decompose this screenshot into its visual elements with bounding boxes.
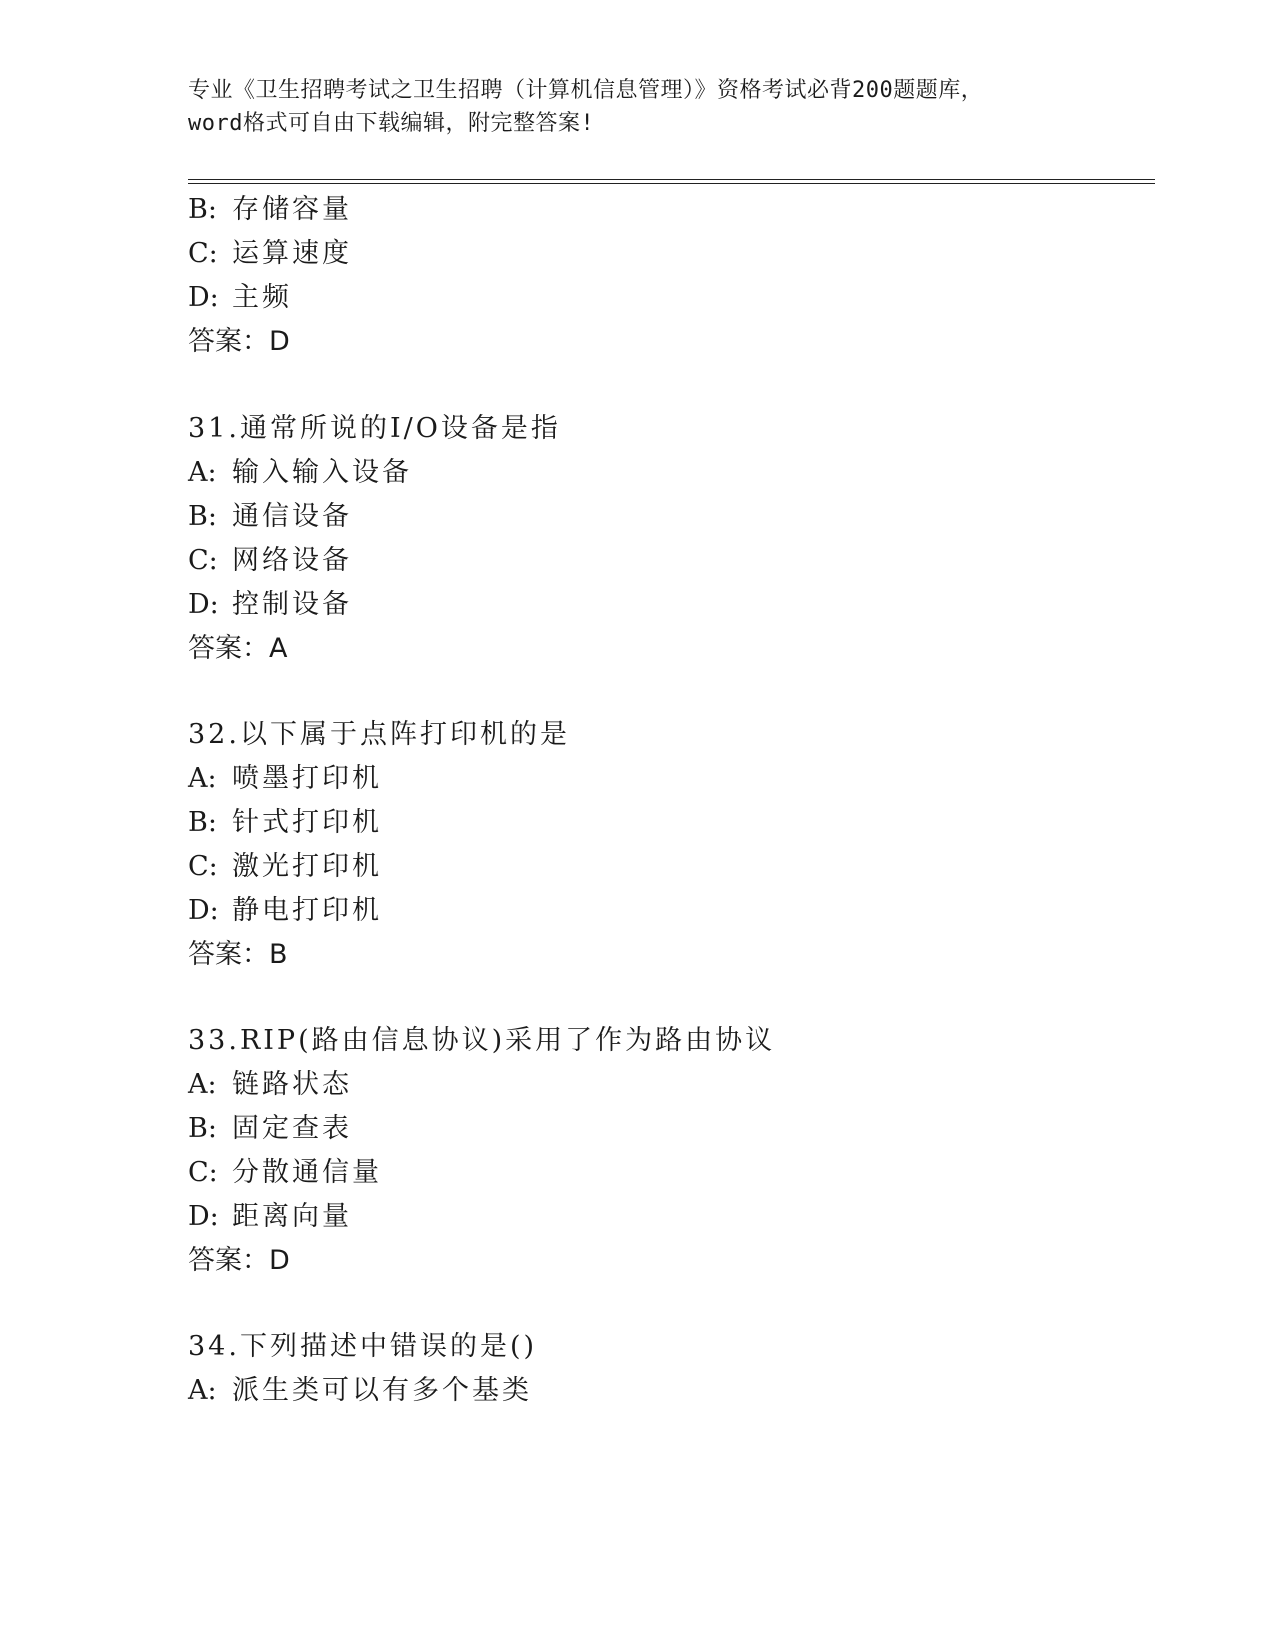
option-prefix: D: [188,895,219,926]
q31-answer: 答案：A [188,633,288,664]
q31-option-c [188,543,352,579]
option-text: 网络设备 [232,545,352,576]
q31-option-b [188,499,352,535]
option-text: 派生类可以有多个基类 [232,1375,532,1406]
q34-title: 34.下列描述中错误的是() [188,1331,538,1362]
option-prefix: B: [188,501,217,532]
q33-title: 33.RIP(路由信息协议)采用了作为路由协议 [188,1025,776,1056]
option-text: 主频 [232,282,292,313]
divider-line-top [188,179,1155,180]
option-text: 分散通信量 [232,1157,382,1188]
q33-option-a [188,1067,352,1103]
option-text: 固定查表 [232,1113,352,1144]
option-text: 针式打印机 [232,807,382,838]
option-text: 存储容量 [232,194,352,225]
option-prefix: B: [188,1113,217,1144]
q33-option-d [188,1199,352,1235]
option-text: 通信设备 [232,501,352,532]
option-prefix: A: [188,1069,217,1100]
q30-option-d [188,280,292,316]
option-text: 距离向量 [232,1201,352,1232]
document-header [188,74,1088,140]
q32-title: 32.以下属于点阵打印机的是 [188,719,570,750]
option-text: 控制设备 [232,589,352,620]
option-prefix: C: [188,851,218,882]
q30-option-b [188,192,352,228]
q33-option-b [188,1111,352,1147]
q34-option-a [188,1373,532,1409]
option-prefix: D: [188,589,219,620]
option-prefix: C: [188,238,218,269]
q31-option-d [188,587,352,623]
option-prefix: A: [188,1375,217,1406]
option-text: 静电打印机 [232,895,382,926]
header-divider [188,179,1155,184]
option-prefix: A: [188,763,217,794]
q32-option-c [188,849,382,885]
q32-option-b [188,805,382,841]
q32-option-a [188,761,382,797]
option-prefix: B: [188,807,217,838]
q31-title: 31.通常所说的I/O设备是指 [188,413,561,444]
q32-answer: 答案：B [188,939,288,970]
option-text: 输入输入设备 [232,457,412,488]
q33-option-c [188,1155,382,1191]
option-prefix: C: [188,545,218,576]
option-prefix: D: [188,282,219,313]
option-text: 链路状态 [232,1069,352,1100]
option-prefix: C: [188,1157,218,1188]
option-text: 喷墨打印机 [232,763,382,794]
q33-answer: 答案：D [188,1245,290,1276]
option-prefix: B: [188,194,217,225]
divider-line-bottom [188,183,1155,184]
q32-option-d [188,893,382,929]
option-text: 激光打印机 [232,851,382,882]
q30-answer: 答案：D [188,326,290,357]
option-prefix: D: [188,1201,219,1232]
q31-option-a [188,455,412,491]
header-title-line-2: word格式可自由下载编辑，附完整答案! [188,111,595,136]
option-text: 运算速度 [232,238,352,269]
header-title-line-1: 专业《卫生招聘考试之卫生招聘（计算机信息管理）》资格考试必背200题题库， [188,78,984,103]
option-prefix: A: [188,457,217,488]
q30-option-c [188,236,352,272]
